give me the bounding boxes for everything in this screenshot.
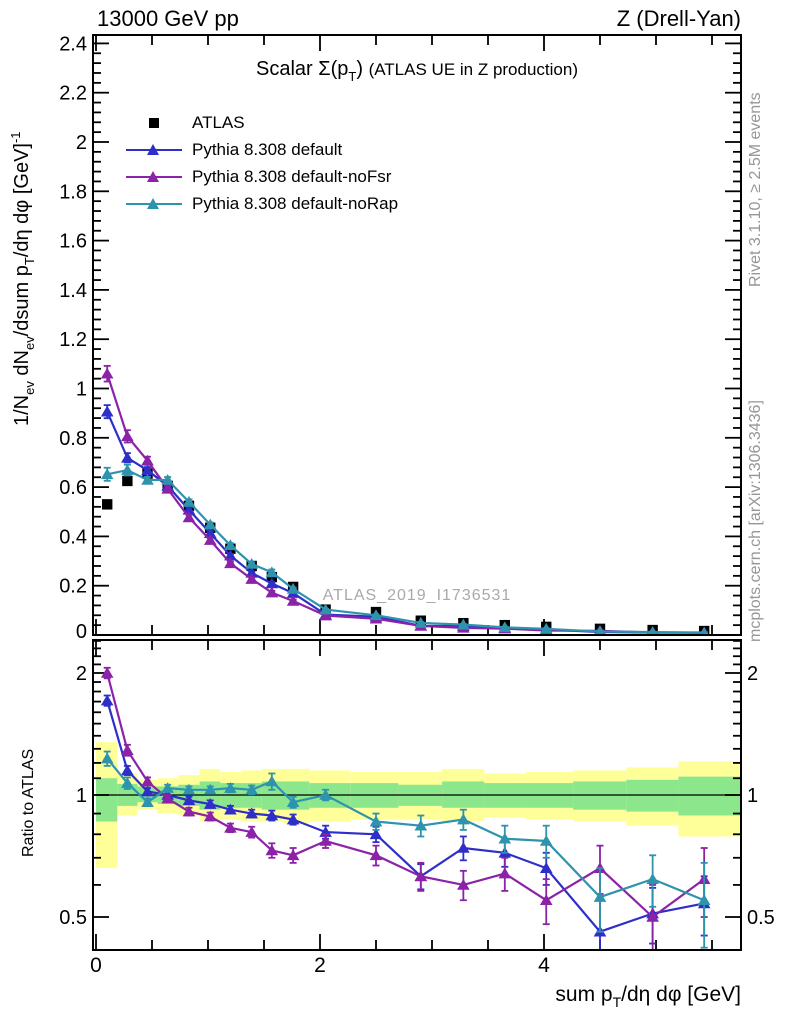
plot-title-close: ) <box>356 58 369 80</box>
side-note-rivet: Rivet 3.1.10, ≥ 2.5M events <box>747 92 764 287</box>
svg-text:0: 0 <box>90 954 102 977</box>
svg-text:1.8: 1.8 <box>59 181 87 204</box>
side-note-mcplots: mcplots.cern.ch [arXiv:1306.3436] <box>747 400 764 642</box>
svg-text:1.6: 1.6 <box>59 230 87 253</box>
legend-swatch-pythia-norap <box>126 197 182 211</box>
plot-title-note: (ATLAS UE in Z production) <box>368 60 578 79</box>
svg-text:0.5: 0.5 <box>747 907 775 930</box>
y-axis-title-part: 1/N <box>11 394 33 426</box>
svg-text:2: 2 <box>747 662 759 685</box>
legend-label: Pythia 8.308 default-noFsr <box>192 166 392 186</box>
triangle-marker-icon <box>147 198 159 209</box>
legend-label: Pythia 8.308 default <box>192 139 343 159</box>
x-axis-title <box>93 983 741 1010</box>
plot-title-text: Scalar <box>255 58 319 80</box>
legend-label: ATLAS <box>192 112 245 132</box>
svg-text:2.4: 2.4 <box>59 33 87 56</box>
svg-text:2: 2 <box>314 954 326 977</box>
main-series-atlas <box>102 468 709 636</box>
svg-text:1: 1 <box>75 785 87 807</box>
y-axis-title-part: /dsum p <box>11 265 33 337</box>
watermark: ATLAS_2019_I1736531 <box>322 587 512 604</box>
x-axis-title-part: sum p <box>555 983 613 1006</box>
x-axis-title-sub: T <box>612 994 622 1010</box>
legend-row-pythia-norap <box>126 190 398 217</box>
svg-text:1.4: 1.4 <box>59 279 87 302</box>
svg-text:4: 4 <box>538 954 550 977</box>
svg-text:0.6: 0.6 <box>59 477 87 500</box>
ratio-axis-title: Ratio to ATLAS <box>20 748 37 857</box>
plot-title-sigma: Σ(p <box>318 58 349 80</box>
plot-title <box>93 58 741 84</box>
y-axis-title-sub: ev <box>22 381 37 395</box>
legend-row-pythia-default <box>126 136 398 163</box>
svg-text:2.2: 2.2 <box>59 82 87 105</box>
svg-text:0: 0 <box>75 621 87 643</box>
svg-text:1: 1 <box>747 785 759 807</box>
legend-label: Pythia 8.308 default-noRap <box>192 193 399 213</box>
header-beam-energy: 13000 GeV pp <box>97 6 239 31</box>
main-series-3 <box>101 464 711 637</box>
svg-text:0.2: 0.2 <box>59 575 87 598</box>
svg-text:0.5: 0.5 <box>59 907 87 930</box>
legend <box>126 109 398 217</box>
header-process: Z (Drell-Yan) <box>616 6 741 31</box>
svg-text:2: 2 <box>75 132 87 154</box>
svg-text:1: 1 <box>75 378 87 401</box>
legend-swatch-pythia-nofsr <box>126 170 182 184</box>
triangle-marker-icon <box>147 144 159 155</box>
y-axis-title-part: /dη dφ [GeV] <box>11 143 33 258</box>
svg-text:0.8: 0.8 <box>59 427 87 450</box>
svg-text:0.4: 0.4 <box>59 526 87 549</box>
x-axis-title-part: /dη dφ [GeV] <box>621 983 741 1006</box>
legend-swatch-pythia-default <box>126 143 182 157</box>
y-axis-title-sub: T <box>22 257 37 266</box>
svg-text:1.2: 1.2 <box>59 329 87 352</box>
y-axis-title-sub: ev <box>22 336 37 351</box>
svg-text:2: 2 <box>75 662 87 685</box>
legend-row-atlas <box>126 109 398 136</box>
triangle-marker-icon <box>147 171 159 182</box>
legend-row-pythia-nofsr <box>126 163 398 190</box>
y-axis-title <box>8 131 37 426</box>
y-axis-title-part: dN <box>11 350 33 382</box>
y-axis-title-sup: -1 <box>8 131 23 144</box>
square-marker-icon <box>149 118 159 128</box>
legend-swatch-atlas <box>126 116 182 130</box>
plot-title-sub: T <box>348 69 357 84</box>
ratio-series-1 <box>101 695 711 970</box>
